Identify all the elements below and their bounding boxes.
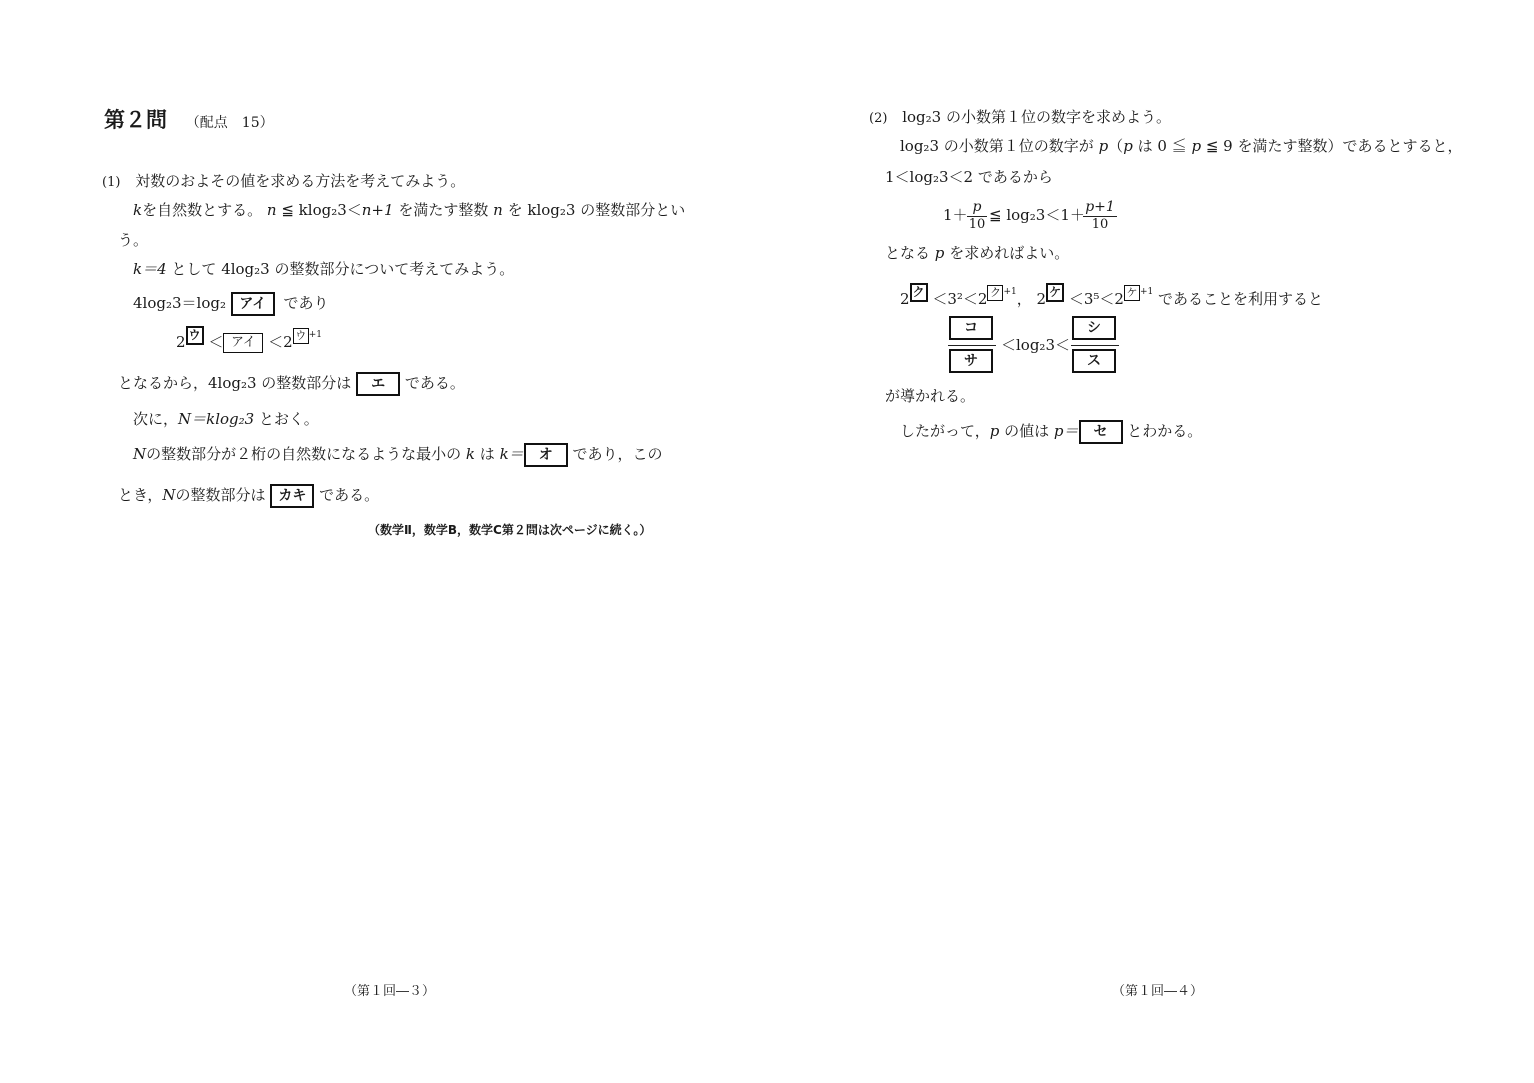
answer-box-kaki[interactable]: カキ (270, 484, 314, 508)
page-number-left: （第１回―３） (344, 984, 436, 999)
conclusion-p-line: したがって，p の値は p＝ セ とわかる。 (900, 420, 1202, 444)
bounds-power-line: 2 ク ＜3²＜2 ク $^{+1}$， 2 ケ ＜3⁵＜2 ケ $^{+1}$ であることを利用すると (900, 285, 1324, 308)
k4-line: k＝4 として 4log₂3 の整数部分について考えてみよう。 (133, 260, 515, 278)
q1-intro-line (102, 174, 465, 189)
conclusion-line: となるから，4log₂3 の整数部分は エ である。 (118, 372, 465, 396)
q2-number: (2) (869, 111, 888, 126)
answer-box-ku-ref: ク (987, 285, 1003, 301)
answer-box-ko[interactable]: コ (949, 316, 993, 340)
score-label: （配点 15） (185, 115, 274, 131)
answer-box-ku[interactable]: ク (910, 283, 928, 302)
derived-line: が導かれる。 (885, 387, 976, 405)
p-definition-line: log₂3 の小数第１位の数字が p（p は 0 ≦ p ≦ 9 を満たす整数）であるとすると， (900, 137, 1463, 155)
definition-line: kを自然数とする。 n ≦ klog₂3＜n+1 を満たす整数 n を klog₂3 の整数部分とい (133, 201, 686, 219)
problem-number: 第２問 (104, 108, 167, 132)
answer-box-ai-ref: アイ (223, 333, 263, 353)
find-p-line: となる p を求めればよい。 (885, 244, 1070, 262)
q2-title-line: (2) log₂3 の小数第１位の数字を求めよう。 (869, 108, 1171, 126)
answer-box-o[interactable]: オ (524, 443, 568, 467)
inequality-line: 2 ウ ＜ アイ ＜2 ウ $^{+1}$ (176, 328, 322, 351)
answer-box-ke[interactable]: ケ (1046, 283, 1064, 302)
bound-line: 1＜log₂3＜2 であるから (885, 168, 1053, 186)
problem-heading (104, 110, 274, 131)
last-line: とき，Nの整数部分は カキ である。 (118, 484, 379, 508)
N-line: Nの整数部分が２桁の自然数になるような最小の k は k＝ オ であり，この (133, 443, 662, 467)
answer-box-ke-ref: ケ (1124, 285, 1140, 301)
answer-box-u-ref: ウ (293, 328, 309, 344)
q2-title: 3 の小数第１位の数字を求めよう。 (931, 108, 1171, 126)
q1-number: (1) (102, 175, 121, 190)
answer-box-ai[interactable]: アイ (231, 292, 275, 316)
continued-note: （数学Ⅱ，数学B，数学C第２問は次ページに続く。） (368, 523, 652, 537)
answer-box-shi[interactable]: シ (1072, 316, 1116, 340)
q1-intro: 対数のおよその値を求める方法を考えてみよう。 (135, 172, 466, 190)
right-page: (2) log₂3 の小数第１位の数字を求めよう。 log₂3 の小数第１位の数字が p（p は 0 ≦ p ≦ 9 を満たす整数）であるとすると， 1＜log₂3＜2 であるから 1＋ p 10 ≦ log₂3＜1＋ p+1 10 となる p を求めればよい。 2 ク ＜3²＜2 ク $^{+1}$， 2 ケ ＜3⁵＜2 ケ $^{+1}$ であることを利用すると コ サ ＜log₂3＜ シ ス が導かれる。 したがって，p の値は p＝ セ とわかる。 （第１回―４） (869, 108, 1463, 999)
answer-box-se[interactable]: セ (1079, 420, 1123, 444)
equation-line: 4log₂3＝log₂ アイ であり (133, 292, 329, 316)
answer-box-u[interactable]: ウ (186, 326, 204, 345)
next-line: 次に，N＝klog₂3 とおく。 (133, 410, 319, 428)
definition-line-cont: う。 (118, 231, 149, 249)
answer-box-sa[interactable]: サ (949, 349, 993, 373)
answer-box-su[interactable]: ス (1072, 349, 1116, 373)
page-number-right: （第１回―４） (1112, 984, 1204, 999)
answer-box-e[interactable]: エ (356, 372, 400, 396)
